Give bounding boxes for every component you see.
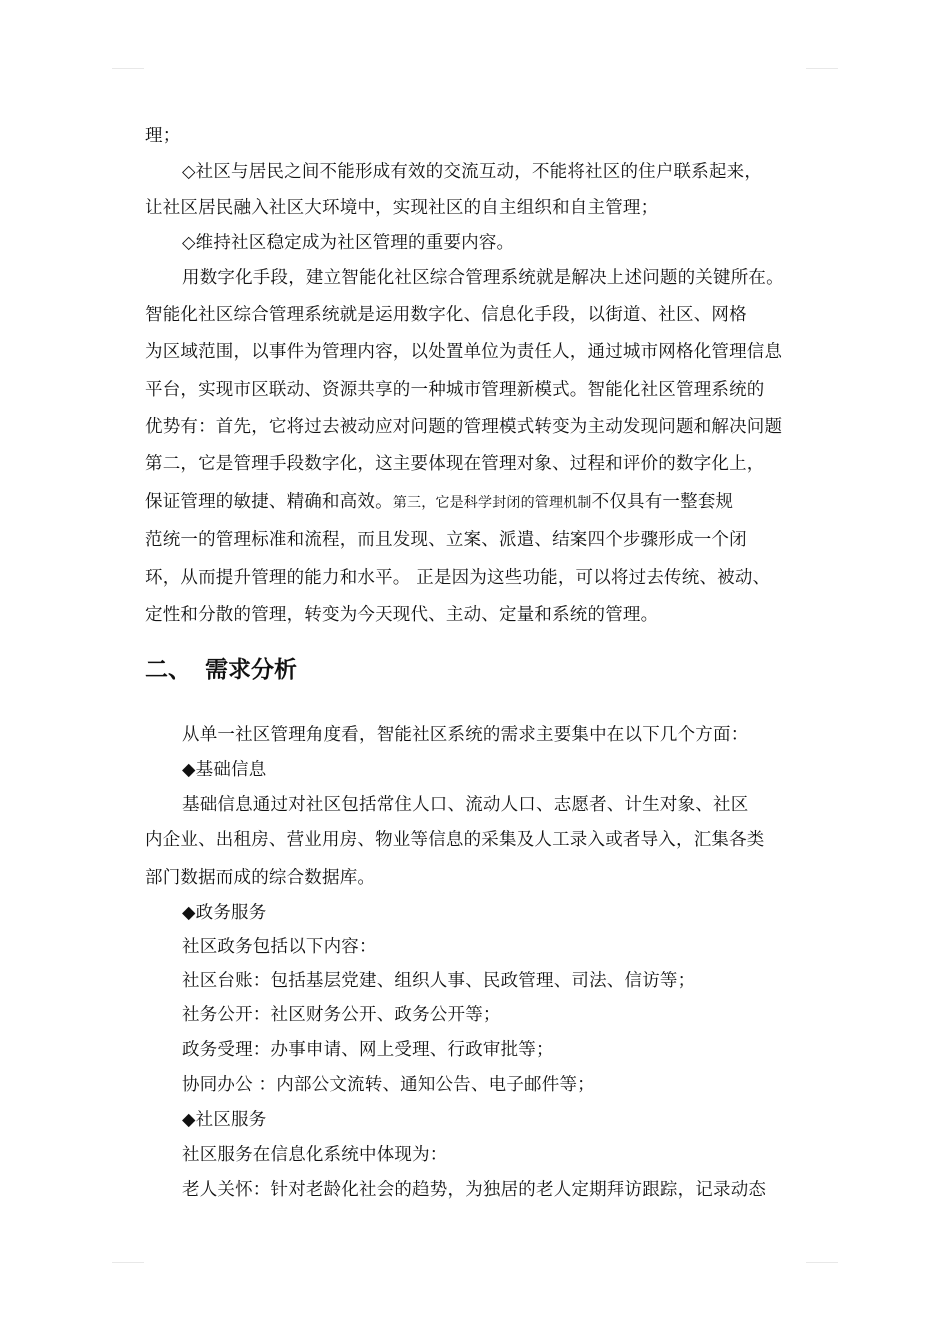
text-line: 让社区居民融入社区大环境中，实现社区的自主组织和自主管理； — [145, 198, 659, 218]
text-segment: 保证管理的敏捷、精确和高效。 — [145, 492, 393, 512]
page-corner-mark — [806, 1262, 838, 1263]
text-line: 为区域范围，以事件为管理内容，以处置单位为责任人，通过城市网格化管理信息 — [145, 342, 783, 362]
text-line: 智能化社区综合管理系统就是运用数字化、信息化手段，以街道、社区、网格 — [145, 305, 747, 325]
text-segment-small: 第三，它是科学封闭的管理机制 — [392, 495, 592, 511]
text-line: 定性和分散的管理，转变为今天现代、主动、定量和系统的管理。 — [145, 605, 659, 625]
text-line: 理； — [145, 126, 181, 146]
page-corner-mark — [112, 68, 144, 69]
text-line: 范统一的管理标准和流程，而且发现、立案、派遣、结案四个步骤形成一个闭 — [145, 530, 747, 550]
text-line: 内企业、出租房、营业用房、物业等信息的采集及人工录入或者导入，汇集各类 — [145, 830, 765, 850]
bullet-heading: ◆政务服务 — [182, 903, 267, 923]
text-line — [145, 490, 825, 515]
text-line: 老人关怀：针对老龄化社会的趋势，为独居的老人定期拜访跟踪，记录动态 — [182, 1180, 767, 1200]
text-line: 平台，实现市区联动、资源共享的一种城市管理新模式。智能化社区管理系统的 — [145, 380, 765, 400]
text-line: 第二，它是管理手段数字化，这主要体现在管理对象、过程和评价的数字化上， — [145, 454, 765, 474]
text-line: 优势有：首先，它将过去被动应对问题的管理模式转变为主动发现问题和解决问题 — [145, 417, 783, 437]
section-title: 需求分析 — [205, 657, 297, 683]
section-number: 二、 — [145, 657, 191, 683]
text-segment: 不仅具有一整套规 — [591, 492, 734, 512]
text-line: 基础信息通过对社区包括常住人口、流动人口、志愿者、计生对象、社区 — [182, 795, 749, 815]
text-line: 从单一社区管理角度看，智能社区系统的需求主要集中在以下几个方面： — [182, 725, 749, 745]
text-line: ◇维持社区稳定成为社区管理的重要内容。 — [182, 233, 515, 253]
text-line: 社务公开：社区财务公开、政务公开等； — [182, 1005, 501, 1025]
text-line: ◇社区与居民之间不能形成有效的交流互动，不能将社区的住户联系起来， — [182, 162, 763, 182]
text-line: 协同办公 ：内部公文流转、通知公告、电子邮件等； — [182, 1075, 595, 1095]
page-corner-mark — [112, 1262, 144, 1263]
text-line: 社区服务在信息化系统中体现为： — [182, 1145, 448, 1165]
text-line: 部门数据而成的综合数据库。 — [145, 868, 376, 888]
text-line: 用数字化手段，建立智能化社区综合管理系统就是解决上述问题的关键所在。 — [182, 268, 784, 288]
text-line: 社区台账：包括基层党建、组织人事、民政管理、司法、信访等； — [182, 971, 696, 991]
bullet-heading: ◆基础信息 — [182, 760, 267, 780]
bullet-heading: ◆社区服务 — [182, 1110, 267, 1130]
text-line: 社区政务包括以下内容： — [182, 937, 377, 957]
text-line: 环，从而提升管理的能力和水平。 正是因为这些功能，可以将过去传统、被动、 — [145, 568, 771, 588]
text-line: 政务受理：办事申请、网上受理、行政审批等； — [182, 1040, 554, 1060]
page-corner-mark — [806, 68, 838, 69]
section-heading — [145, 655, 297, 685]
